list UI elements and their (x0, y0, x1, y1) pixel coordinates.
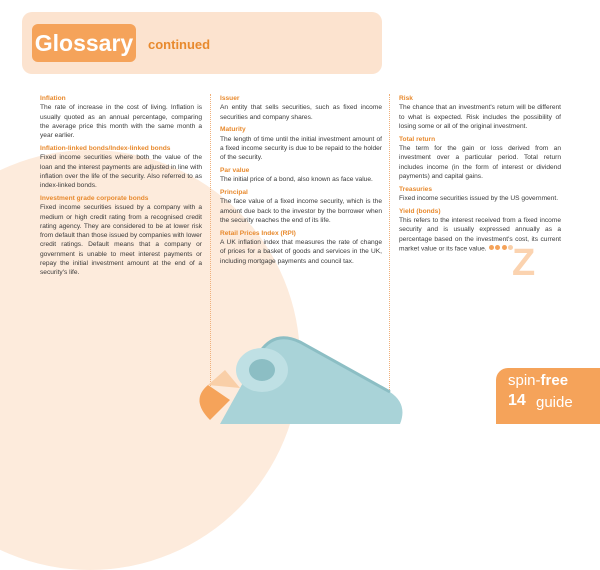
glossary-term: Inflation-linked bonds/Index-linked bonds (40, 144, 171, 152)
glossary-term: Issuer (220, 95, 240, 102)
page-title: Glossary (34, 30, 134, 56)
glossary-column-2 (220, 94, 382, 266)
glossary-term: Yield (bonds) (399, 207, 441, 215)
glossary-term: Retail Prices Index (RPI) (220, 229, 296, 237)
glossary-term: Risk (399, 95, 413, 102)
dots-icon (489, 244, 515, 253)
brand-guide-text: guide (536, 394, 573, 411)
glossary-definition: Fixed income securities issued by the US government. (399, 194, 559, 202)
glossary-term: Total return (399, 135, 436, 143)
glossary-term: Treasuries (399, 185, 432, 193)
glossary-term: Maturity (220, 126, 246, 134)
glossary-definition: An entity that sells securities, such as fixed income securities and company shares. (220, 104, 382, 121)
glossary-definition (399, 216, 561, 254)
glossary-column-1 (40, 94, 202, 278)
brand-free-text: free (540, 372, 569, 389)
glossary-definition-text: This refers to the interest received from a fixed income security and is usually expressed annually as a percentage based on the investment's cost, its current market value or its face value. (399, 217, 561, 253)
title-box (32, 24, 136, 62)
glossary-term: Principal (220, 189, 248, 197)
glossary-term: Investment grade corporate bonds (40, 194, 149, 202)
glossary-definition: The chance that an investment's return will be different to what is expected. Risk includes the possibility of losing some or all of the original investment. (399, 104, 561, 130)
brand-badge (496, 368, 600, 424)
glossary-definition: The rate of increase in the cost of living. Inflation is usually quoted as an annual percentage, comparing the average price this month with the same month a year earlier. (40, 104, 202, 140)
scroll-icon (150, 330, 470, 424)
glossary-definition: The term for the gain or loss derived from an investment over a particular period. Total return includes income (in the form of interest or dividend payments) and capital gains. (399, 144, 561, 180)
glossary-column-3 (399, 94, 561, 254)
page-subtitle: continued (148, 37, 211, 52)
brand-name (508, 372, 568, 389)
glossary-definition: Fixed income securities issued by a company with a medium or high credit rating from a recognised credit rating agency. They are considered to be at lower risk from default than those issued by companies with lower credit ratings. Default means that a company or government is unable to meet interest payments or repay the initial investment amount at the end of a security's life. (40, 204, 202, 277)
glossary-term: Inflation (40, 95, 66, 102)
sleep-z-decoration: Z (512, 242, 536, 284)
brand-spin-text: spin- (508, 372, 541, 389)
glossary-definition: Fixed income securities where both the value of the loan and the interest payments are adjusted in line with inflation over the life of the security. Also referred to as index-linked bonds. (40, 154, 202, 190)
glossary-term: Par value (220, 167, 250, 175)
page-number: 14 (508, 392, 526, 409)
glossary-definition: A UK inflation index that measures the rate of change of prices for a basket of goods and services in the UK, including mortgage payments and council tax. (220, 239, 382, 265)
glossary-definition: The initial price of a bond, also known as face value. (220, 176, 373, 184)
glossary-definition: The length of time until the initial investment amount of a fixed income security is due to be repaid to the holder of the security. (220, 135, 382, 162)
glossary-definition: The face value of a fixed income security, which is the amount due back to the investor by the borrower when the security reaches the end of its life. (220, 198, 382, 225)
